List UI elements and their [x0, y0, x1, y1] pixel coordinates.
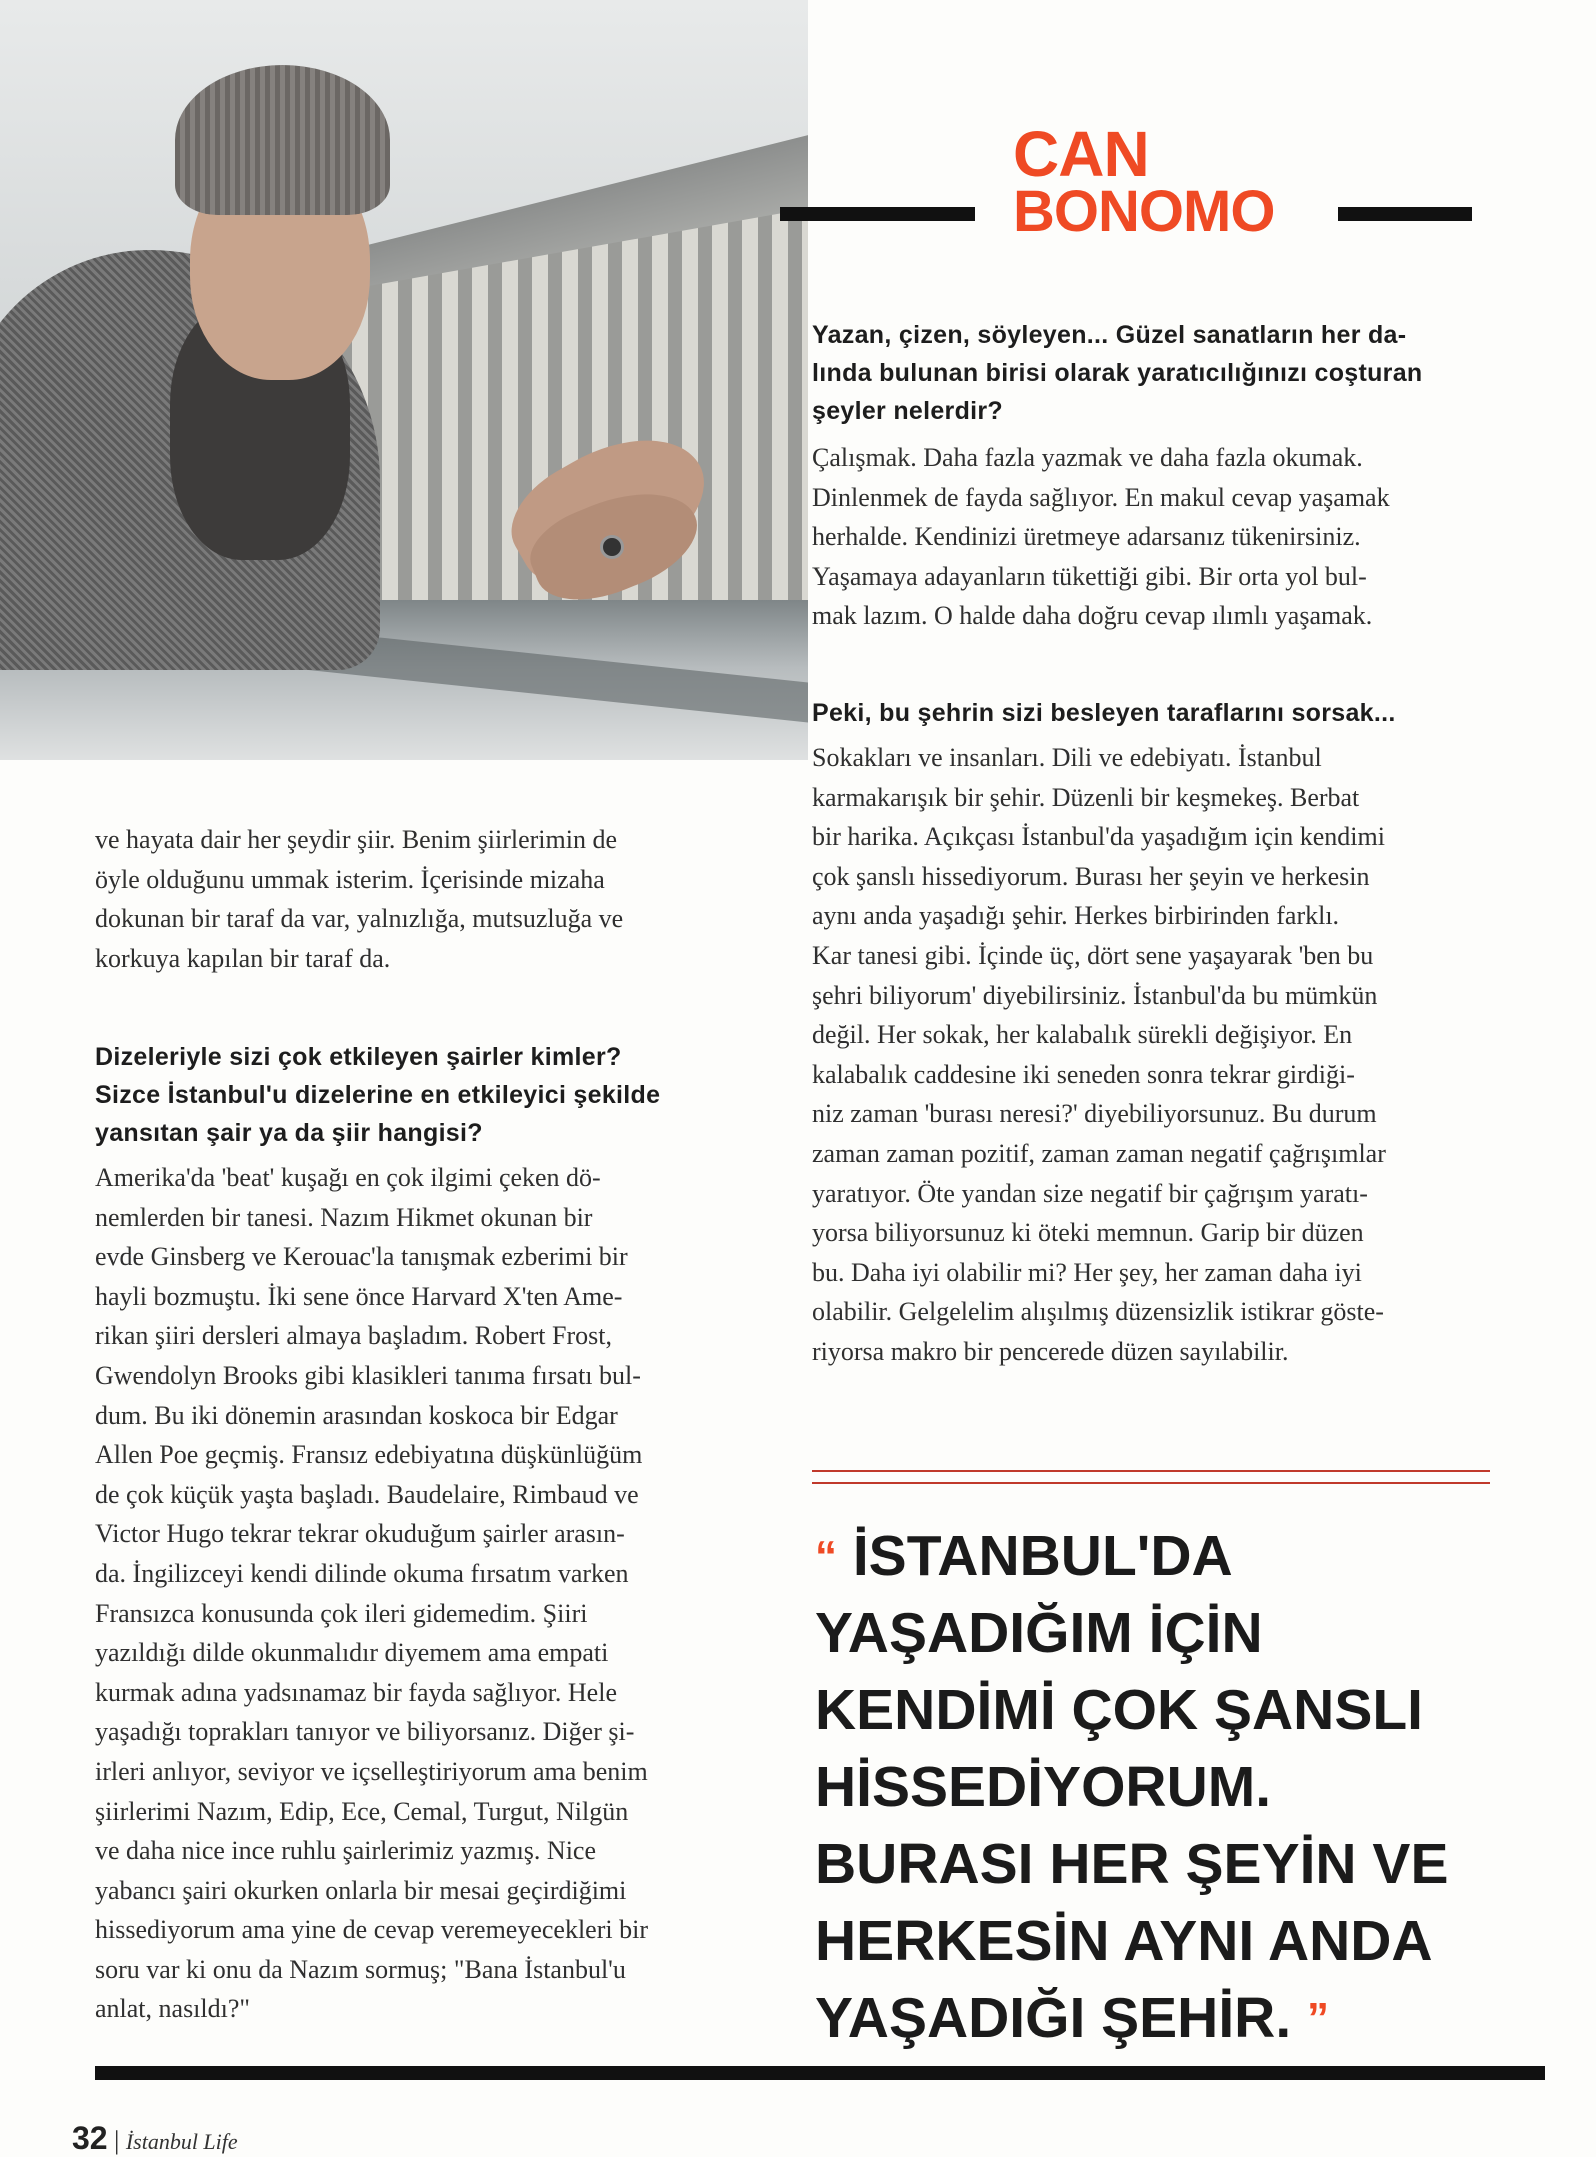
answer-2-line: aynı anda yaşadığı şehir. Herkes birbirinden farklı. — [812, 901, 1340, 931]
answer-3-line: Amerika'da 'beat' kuşağı en çok ilgimi çeken dö- — [95, 1163, 601, 1192]
intro-line: öyle olduğunu ummak isterim. İçerisinde mizaha — [95, 864, 605, 894]
answer-3-line: nemlerden bir tanesi. Nazım Hikmet okunan bir — [95, 1202, 593, 1232]
answer-2-line: kalabalık caddesine iki seneden sonra tekrar girdiği- — [812, 1059, 1355, 1089]
answer-3-line: soru var ki onu da Nazım sormuş; "Bana İstanbul'u — [95, 1954, 626, 1984]
answer-2-line: zaman zaman pozitif, zaman zaman negatif çağrışımlar — [812, 1138, 1386, 1168]
pull-quote-line — [815, 1518, 1515, 1595]
answer-1-line: Dinlenmek de fayda sağlıyor. En makul cevap yaşamak — [812, 482, 1390, 512]
answer-2-line: Sokakları ve insanları. Dili ve edebiyatı. İstanbul — [812, 743, 1322, 772]
question-2-line: Peki, bu şehrin sizi besleyen taraflarını sorsak... — [812, 699, 1396, 727]
question-1-line: şeyler nelerdir? — [812, 397, 1004, 425]
name-first: CAN — [1013, 118, 1149, 190]
intro-line: korkuya kapılan bir taraf da. — [95, 943, 391, 973]
answer-1-line: Çalışmak. Daha fazla yazmak ve daha fazla okumak. — [812, 443, 1363, 472]
name-last: BONOMO — [1013, 179, 1275, 244]
answer-3-line: şiirlerimi Nazım, Edip, Ece, Cemal, Turgut, Nilgün — [95, 1796, 629, 1826]
question-2 — [812, 694, 1492, 732]
portrait-photo — [0, 0, 808, 760]
answer-3-line: kurmak adına yadsınamaz bir fayda sağlıyor. Hele — [95, 1677, 617, 1707]
question-3-line: yansıtan şair ya da şiir hangisi? — [95, 1119, 483, 1147]
open-quote-icon: “ — [815, 1532, 837, 1581]
answer-1-line: mak lazım. O halde daha doğru cevap ılımlı yaşamak. — [812, 601, 1373, 631]
answer-3-line: rikan şiiri dersleri almaya başladım. Robert Frost, — [95, 1321, 612, 1351]
answer-1-line: Yaşamaya adayanların tükettiği gibi. Bir orta yol bul- — [812, 561, 1367, 591]
intro-line: dokunan bir taraf da var, yalnızlığa, mutsuzluğa ve — [95, 904, 624, 934]
title-bar-left — [780, 207, 975, 221]
question-1-line: Yazan, çizen, söyleyen... Güzel sanatların her da- — [812, 321, 1407, 349]
title-bar-right — [1338, 207, 1472, 221]
answer-2-line: niz zaman 'burası neresi?' diyebiliyorsunuz. Bu durum — [812, 1099, 1377, 1129]
answer-3-line: ve daha nice ince ruhlu şairlerimiz yazmış. Nice — [95, 1836, 597, 1866]
pull-quote-line: YAŞADIĞIM İÇİN — [815, 1601, 1263, 1665]
magazine-name: İstanbul Life — [125, 2129, 238, 2154]
question-3-line: Sizce İstanbul'u dizelerine en etkileyici şekilde — [95, 1081, 661, 1109]
answer-2-line: yorsa biliyorsunuz ki öteki memnun. Garip bir düzen — [812, 1218, 1364, 1248]
pull-quote-line: BURASI HER ŞEYİN VE — [815, 1832, 1449, 1896]
answer-3-line: de çok küçük yaşta başladı. Baudelaire, Rimbaud ve — [95, 1479, 639, 1509]
answer-3-line: anlat, nasıldı?" — [95, 1994, 251, 2024]
question-3 — [95, 1038, 785, 1152]
answer-3-line: yabancı şairi okurken onlarla bir mesai geçirdiğimi — [95, 1875, 627, 1905]
answer-3-line: yaşadığı toprakları tanıyor ve biliyorsanız. Diğer şi- — [95, 1717, 635, 1747]
answer-2-line: bu. Daha iyi olabilir mi? Her şey, her zaman daha iyi — [812, 1257, 1362, 1287]
answer-2-line: şehri biliyorum' diyebilirsiniz. İstanbul'da bu mümkün — [812, 980, 1378, 1010]
answer-3-line: Victor Hugo tekrar tekrar okuduğum şairler arasın- — [95, 1519, 625, 1549]
answer-2-line: riyorsa makro bir pencerede düzen sayılabilir. — [812, 1336, 1289, 1366]
question-1 — [812, 316, 1492, 430]
answer-2-line: bir harika. Açıkçası İstanbul'da yaşadığım için kendimi — [812, 822, 1385, 852]
question-3-line: Dizeleriyle sizi çok etkileyen şairler kimler? — [95, 1043, 622, 1071]
answer-3-line: hissediyorum ama yine de cevap veremeyecekleri bir — [95, 1915, 648, 1945]
footer-separator: | — [114, 2126, 120, 2155]
answer-3-line: irleri anlıyor, seviyor ve içselleştiriyorum ama benim — [95, 1756, 648, 1786]
answer-3-line: dum. Bu iki dönemin arasından koskoca bir Edgar — [95, 1400, 618, 1430]
answer-2-line: olabilir. Gelgelelim alışılmış düzensizlik istikrar göste- — [812, 1297, 1384, 1327]
pull-quote — [815, 1518, 1515, 2057]
answer-3-line: Gwendolyn Brooks gibi klasikleri tanıma fırsatı bul- — [95, 1360, 641, 1390]
pull-quote-line — [815, 1980, 1515, 2057]
pull-quote-text: YAŞADIĞI ŞEHİR. — [815, 1986, 1292, 2050]
answer-3-line: da. İngilizceyi kendi dilinde okuma fırsatım varken — [95, 1558, 629, 1588]
answer-2-line: değil. Her sokak, her kalabalık sürekli değişiyor. En — [812, 1020, 1353, 1050]
pullquote-rule-top — [812, 1470, 1490, 1472]
answer-3 — [95, 1158, 795, 2029]
pull-quote-line: HERKESİN AYNI ANDA — [815, 1909, 1433, 1973]
answer-2 — [812, 738, 1512, 1372]
answer-3-line: Fransızca konusunda çok ileri gidemedim. Şiiri — [95, 1598, 588, 1628]
answer-3-line: evde Ginsberg ve Kerouac'la tanışmak ezberimi bir — [95, 1242, 628, 1272]
pull-quote-text: İSTANBUL'DA — [852, 1524, 1233, 1588]
answer-1 — [812, 438, 1512, 636]
pullquote-rule-bottom — [812, 1482, 1490, 1484]
answer-3-line: Allen Poe geçmiş. Fransız edebiyatına düşkünlüğüm — [95, 1440, 643, 1470]
question-1-line: lında bulunan birisi olarak yaratıcılığınızı coşturan — [812, 359, 1423, 387]
answer-2-line: Kar tanesi gibi. İçinde üç, dört sene yaşayarak 'ben bu — [812, 940, 1374, 970]
answer-3-line: hayli bozmuştu. İki sene önce Harvard X'ten Ame- — [95, 1281, 623, 1311]
answer-1-line: herhalde. Kendinizi üretmeye adarsanız tükenirsiniz. — [812, 522, 1361, 552]
beanie — [175, 65, 390, 215]
ring-icon — [600, 535, 624, 559]
page-number: 32 — [72, 2120, 108, 2156]
answer-2-line: yaratıyor. Öte yandan size negatif bir çağrışım yaratı- — [812, 1178, 1368, 1208]
intro-line: ve hayata dair her şeydir şiir. Benim şiirlerimin de — [95, 825, 618, 854]
answer-2-line: çok şanslı hissediyorum. Burası her şeyin ve herkesin — [812, 861, 1370, 891]
pull-quote-line: HİSSEDİYORUM. — [815, 1755, 1272, 1819]
close-quote-icon: ” — [1307, 1994, 1330, 2043]
answer-2-line: karmakarışık bir şehir. Düzenli bir keşmekeş. Berbat — [812, 782, 1360, 812]
answer-3-line: yazıldığı dilde okunmalıdır diyemem ama empati — [95, 1638, 609, 1668]
footer-bar — [95, 2066, 1545, 2080]
intro-text — [95, 820, 785, 978]
pull-quote-line: KENDİMİ ÇOK ŞANSLI — [815, 1678, 1424, 1742]
page-footer — [72, 2120, 238, 2157]
